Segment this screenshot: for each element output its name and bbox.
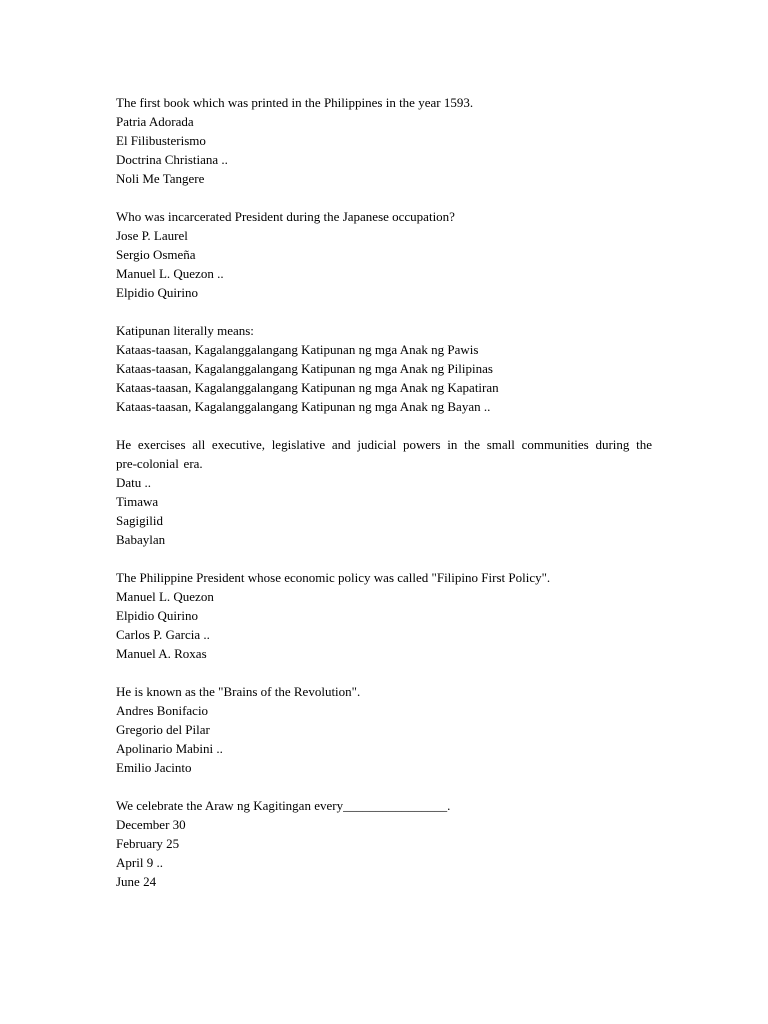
answer-option: Timawa	[116, 494, 159, 509]
answer-option: Carlos P. Garcia ..	[116, 627, 210, 642]
answer-option: April 9 ..	[116, 855, 163, 870]
answer-option: Apolinario Mabini ..	[116, 741, 223, 756]
answer-option: Gregorio del Pilar	[116, 722, 210, 737]
answer-option: Patria Adorada	[116, 114, 194, 129]
answer-option: Kataas-taasan, Kagalanggalangang Katipunan ng mga Anak ng Pilipinas	[116, 361, 493, 376]
answer-option: February 25	[116, 836, 180, 851]
answer-option: Manuel L. Quezon	[116, 589, 214, 604]
answer-option: Kataas-taasan, Kagalanggalangang Katipunan ng mga Anak ng Kapatiran	[116, 380, 499, 395]
question-block-4	[116, 435, 652, 549]
question-block-1	[116, 93, 652, 188]
question-text: We celebrate the Araw ng Kagitingan every________________.	[116, 798, 451, 813]
answer-option: Elpidio Quirino	[116, 285, 198, 300]
question-text: Katipunan literally means:	[116, 323, 254, 338]
answer-option: Kataas-taasan, Kagalanggalangang Katipunan ng mga Anak ng Pawis	[116, 342, 479, 357]
question-text: The Philippine President whose economic policy was called "Filipino First Policy".	[116, 570, 551, 585]
question-block-2	[116, 207, 652, 302]
question-text: He exercises all executive, legislative and judicial powers in the small communities during the pre-colonial era.	[116, 437, 652, 471]
answer-option: Emilio Jacinto	[116, 760, 192, 775]
answer-option: Jose P. Laurel	[116, 228, 188, 243]
answer-option: December 30	[116, 817, 186, 832]
question-block-7	[116, 796, 652, 891]
answer-option: Elpidio Quirino	[116, 608, 198, 623]
question-block-3	[116, 321, 652, 416]
answer-option: Manuel A. Roxas	[116, 646, 207, 661]
answer-option: Datu ..	[116, 475, 152, 490]
answer-option: Kataas-taasan, Kagalanggalangang Katipunan ng mga Anak ng Bayan ..	[116, 399, 491, 414]
answer-option: Manuel L. Quezon ..	[116, 266, 224, 281]
question-block-6	[116, 682, 652, 777]
answer-option: June 24	[116, 874, 157, 889]
answer-option: Sergio Osmeña	[116, 247, 196, 262]
answer-option: Sagigilid	[116, 513, 163, 528]
question-block-5	[116, 568, 652, 663]
answer-option: El Filibusterismo	[116, 133, 206, 148]
question-text: The first book which was printed in the Philippines in the year 1593.	[116, 95, 474, 110]
answer-option: Doctrina Christiana ..	[116, 152, 228, 167]
answer-option: Babaylan	[116, 532, 166, 547]
answer-option: Noli Me Tangere	[116, 171, 205, 186]
question-text: He is known as the "Brains of the Revolution".	[116, 684, 361, 699]
document-page	[116, 93, 652, 910]
question-text: Who was incarcerated President during the Japanese occupation?	[116, 209, 455, 224]
answer-option: Andres Bonifacio	[116, 703, 209, 718]
